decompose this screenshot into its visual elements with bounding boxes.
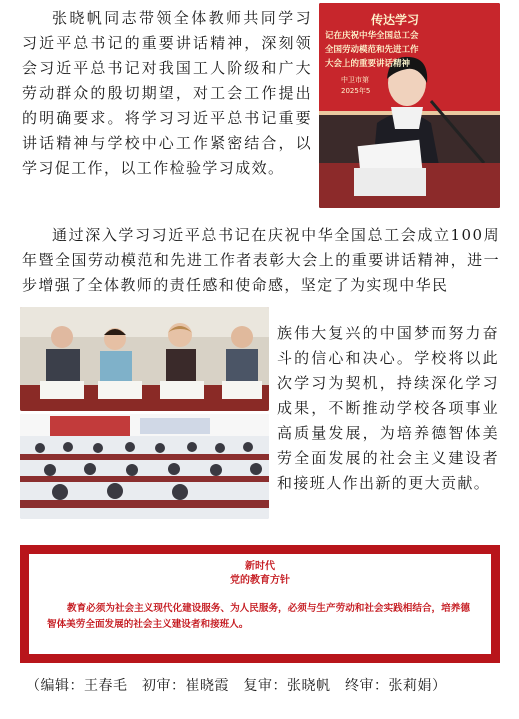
- banner-title-2: 党的教育方针: [230, 575, 290, 586]
- paragraph-2: 通过深入学习习近平总书记在庆祝中华全国总工会成立100周年暨全国劳动模范和先进工作者表彰大会上的重要讲话精神，进一步增强了全体教师的责任感和使命感，坚定了为实现中华民: [22, 226, 500, 294]
- paragraph-3: 族伟大复兴的中国梦而努力奋斗的信心和决心。学校将以此次学习为契机，持续深化学习成果，不断推动学校各项事业高质量发展，为培养德智体美劳全面发展的社会主义建设者和接班人作出新的更大贡献。: [277, 324, 499, 492]
- paragraph-1: 张晓帆同志带领全体教师共同学习习近平总书记的重要讲话精神，深刻领会习近平总书记对我国工人阶级和广大劳动群众的殷切期望，对工会工作提出的明确要求。将学习习近平总书记重要讲话精神与学校中心工作紧密结合，以学习促工作，以工作检验学习成效。: [22, 9, 312, 177]
- photo-banner-line4: 大会上的重要讲话精神: [325, 59, 411, 69]
- photo-meeting-room-illustration: [20, 414, 269, 519]
- photo-speaker-at-podium: [319, 3, 500, 208]
- photo-banner-line5: 中卫市第: [341, 76, 369, 84]
- photo-teachers-studying: [20, 307, 269, 411]
- photo-teachers-illustration: [20, 307, 269, 411]
- photo-banner-line1: 传达学习: [371, 13, 420, 27]
- banner-title-1: 新时代: [245, 561, 275, 572]
- editor-credits: （编辑：王春毛 初审：崔晓霞 复审：张晓帆 终审：张莉娟）: [26, 678, 447, 694]
- banner-inner-panel: [29, 554, 491, 654]
- banner-text: 教育必须为社会主义现代化建设服务、为人民服务，必须与生产劳动和社会实践相结合，培养德智体美劳全面发展的社会主义建设者和接班人。: [47, 603, 470, 630]
- photo-banner-line2: 记在庆祝中华全国总工会: [325, 31, 419, 41]
- education-policy-banner: [20, 545, 500, 663]
- photo-banner-line6: 2025年5: [341, 87, 371, 95]
- photo-meeting-room: [20, 414, 269, 519]
- photo-banner-line3: 全国劳动模范和先进工作: [325, 45, 419, 55]
